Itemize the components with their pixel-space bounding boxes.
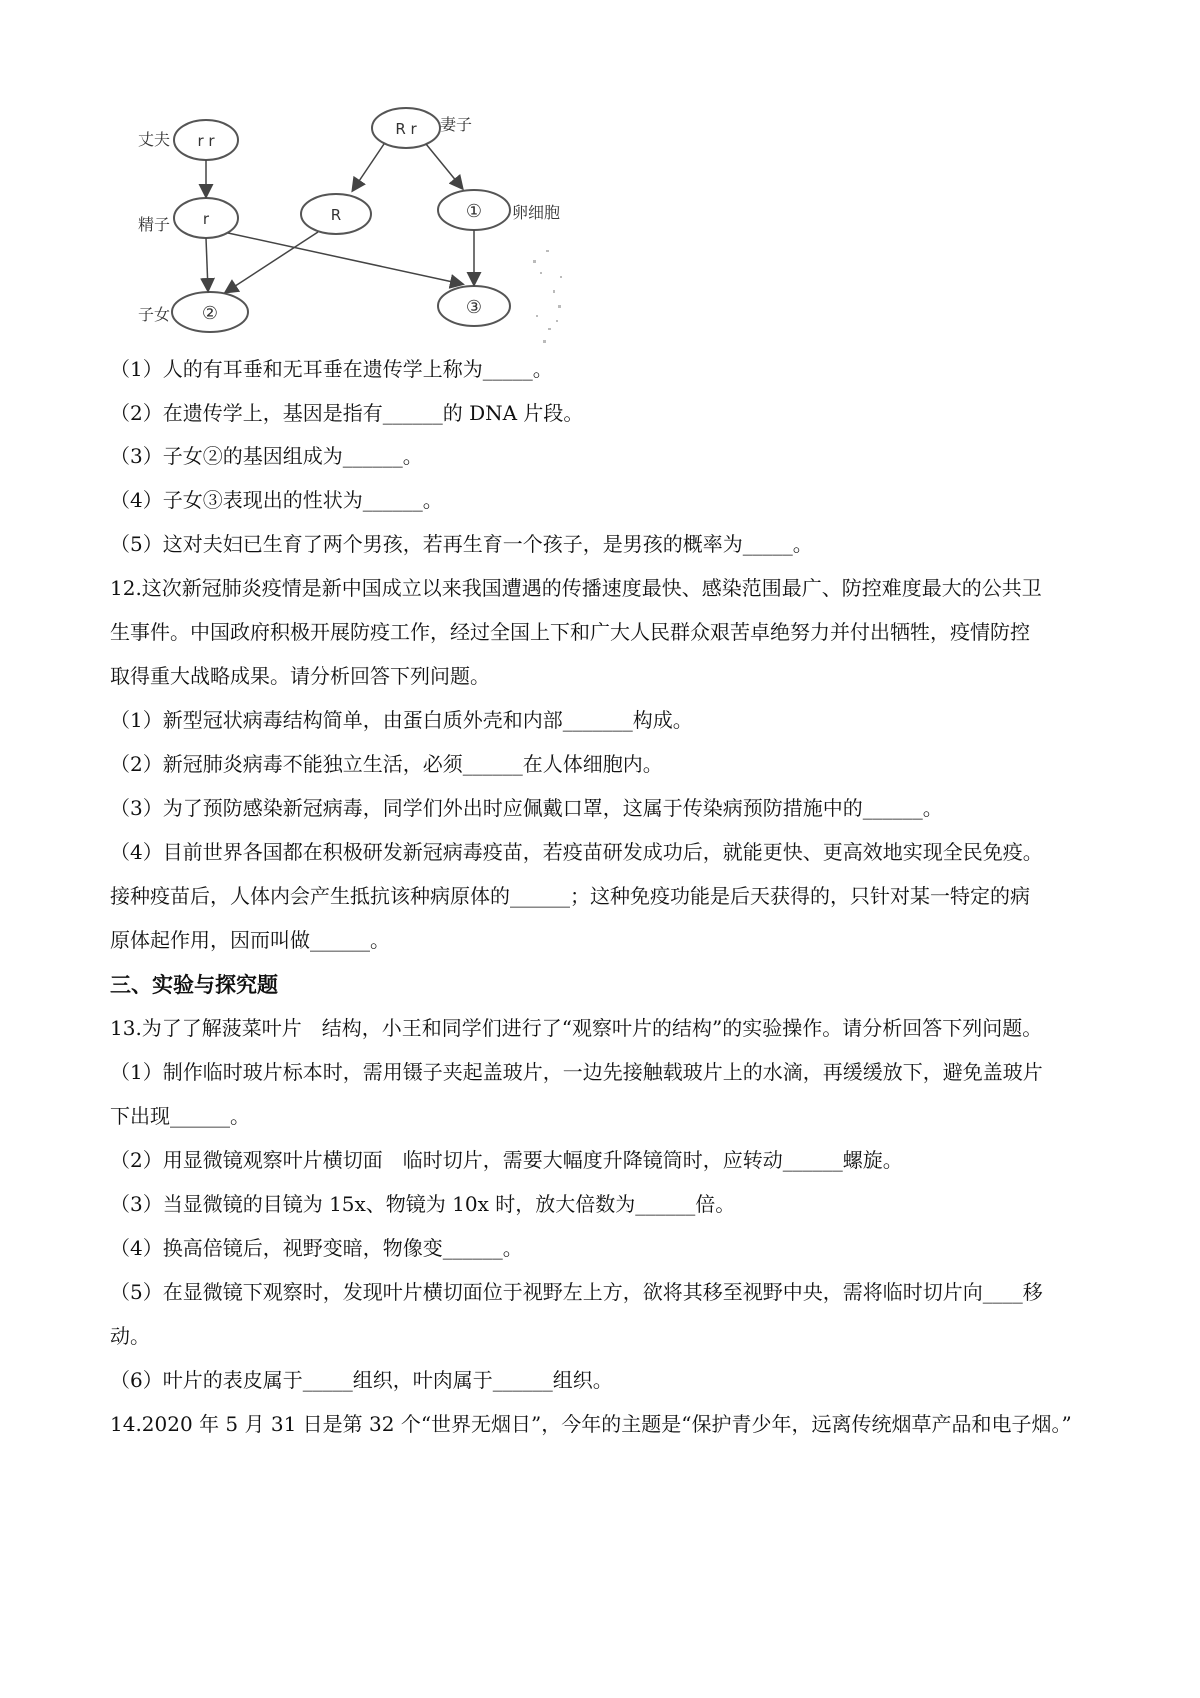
scan-noise [533,250,562,343]
q13-sub5-2: 动。 [110,1324,150,1348]
wife-label: 妻子 [440,115,473,134]
q13-sub3: （3）当显微镜的目镜为 15x、物镜为 10x 时，放大倍数为______倍。 [110,1192,736,1216]
q12-intro-1: 12.这次新冠肺炎疫情是新中国成立以来我国遭遇的传播速度最快、感染范围最广、防控难度最大的公共卫 [110,576,1042,600]
sperm-gene: r [202,210,210,228]
child-b: ③ [465,297,483,318]
q11-sub1: （1）人的有耳垂和无耳垂在遗传学上称为_____。 [110,357,553,381]
sperm-label: 精子 [138,215,171,234]
q12-sub2: （2）新冠肺炎病毒不能独立生活，必须______在人体细胞内。 [110,752,663,776]
q12-sub4-2: 接种疫苗后，人体内会产生抵抗该种病原体的______；这种免疫功能是后天获得的，只针对某一特定的病 [110,884,1030,908]
q11-sub2: （2）在遗传学上，基因是指有______的 DNA 片段。 [110,401,584,425]
arrow-sperm-child-2 [206,238,208,290]
inheritance-diagram [128,100,648,370]
child-a: ② [201,303,219,324]
husband-genotype: r r [197,132,215,150]
section3-title: 三、实验与探究题 [110,973,278,997]
q13-sub4: （4）换高倍镜后，视野变暗，物像变______。 [110,1236,523,1260]
q13-intro: 13.为了了解菠菜叶片 结构，小王和同学们进行了“观察叶片的结构”的实验操作。请分析回答下列问题。 [110,1016,1043,1040]
q11-sub4: （4）子女③表现出的性状为______。 [110,488,443,512]
q13-sub6: （6）叶片的表皮属于_____组织，叶肉属于______组织。 [110,1368,613,1392]
husband-label: 丈夫 [138,130,171,149]
q12-sub4-3: 原体起作用，因而叫做______。 [110,928,390,952]
egg-gene-b: ① [465,201,483,222]
q12-sub4-1: （4）目前世界各国都在积极研发新冠病毒疫苗，若疫苗研发成功后，就能更快、更高效地实现全民免疫。 [110,840,1043,864]
arrow-sperm-child-3 [228,233,462,284]
q12-sub1: （1）新型冠状病毒结构简单，由蛋白质外壳和内部_______构成。 [110,708,693,732]
child-label: 子女 [138,305,171,324]
wife-genotype: R r [395,120,417,138]
q12-sub3: （3）为了预防感染新冠病毒，同学们外出时应佩戴口罩，这属于传染病预防措施中的______。 [110,796,943,820]
egg-label: 卵细胞 [512,203,561,222]
q11-sub3: （3）子女②的基因组成为______。 [110,444,423,468]
q12-intro-2: 生事件。中国政府积极开展防疫工作，经过全国上下和广大人民群众艰苦卓绝努力并付出牺牲，疫情防控 [110,620,1030,644]
arrow-wife-egg-1 [426,144,462,188]
q14-intro: 14.2020 年 5 月 31 日是第 32 个“世界无烟日”，今年的主题是“保护青少年，远离传统烟草产品和电子烟。” [110,1412,1072,1436]
arrow-egg-r-child-2 [226,232,318,292]
q11-sub5: （5）这对夫妇已生育了两个男孩，若再生育一个孩子，是男孩的概率为_____。 [110,532,813,556]
egg-gene-a: R [330,206,342,224]
q13-sub5-1: （5）在显微镜下观察时，发现叶片横切面位于视野左上方，欲将其移至视野中央，需将临时切片向____移 [110,1280,1043,1304]
q13-sub1-1: （1）制作临时玻片标本时，需用镊子夹起盖玻片，一边先接触载玻片上的水滴，再缓缓放下，避免盖玻片 [110,1060,1043,1084]
q13-sub2: （2）用显微镜观察叶片横切面 临时切片，需要大幅度升降镜筒时，应转动______螺旋。 [110,1148,903,1172]
arrow-wife-egg-r [353,144,384,190]
q12-intro-3: 取得重大战略成果。请分析回答下列问题。 [110,664,490,688]
q13-sub1-2: 下出现______。 [110,1104,250,1128]
